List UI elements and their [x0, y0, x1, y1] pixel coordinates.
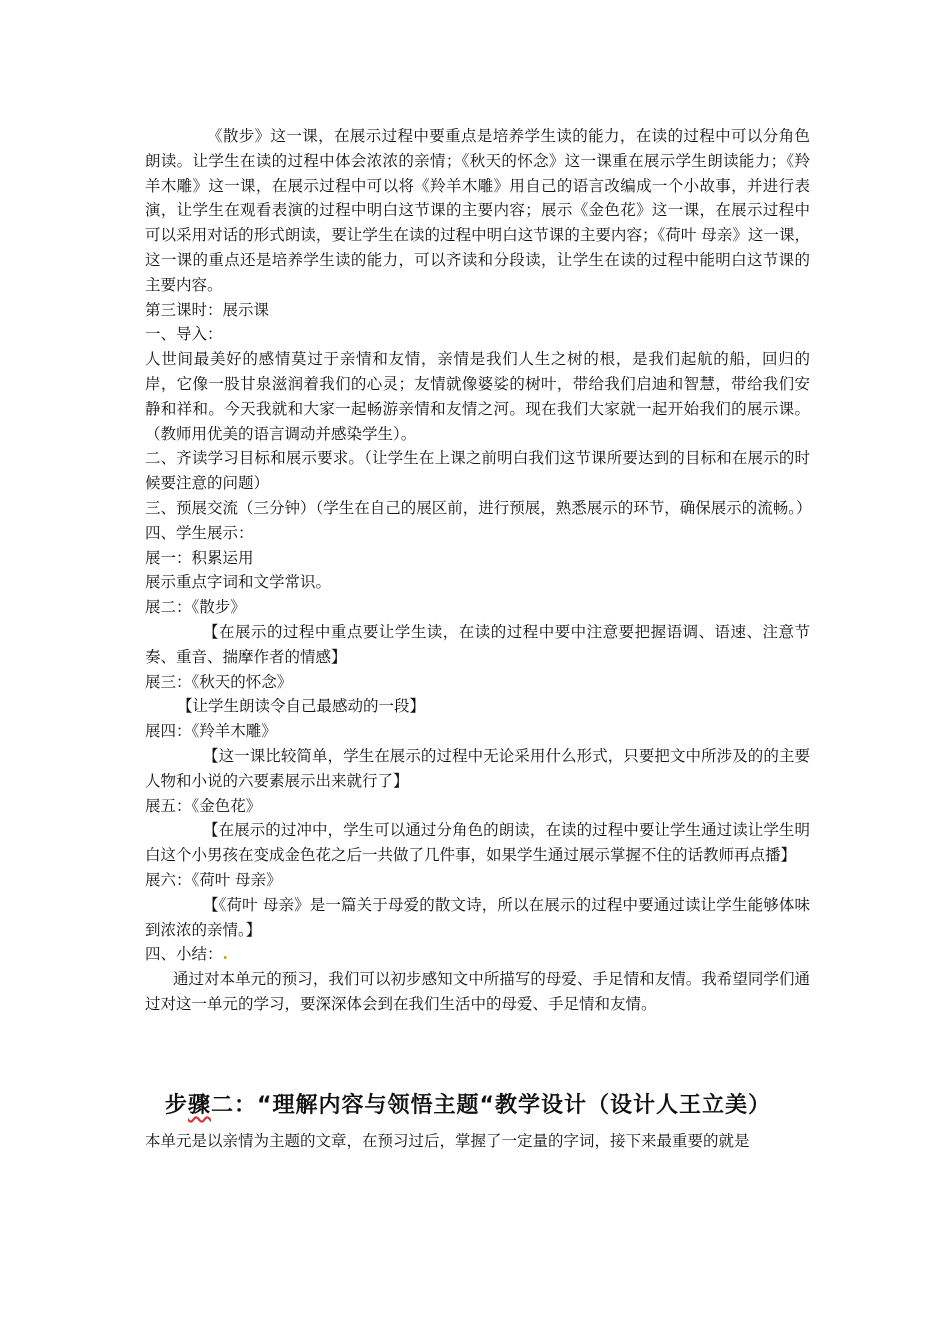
show-one-desc: 展示重点字词和文学常识。 [145, 573, 332, 592]
show-one-title: 展一：积累运用 [145, 548, 254, 567]
paragraph-intro: 人世间最美好的感情莫过于亲情和友情，亲情是我们人生之树的根，是我们起航的船，回归的岸，它像一股甘泉滋润着我们的心灵；友情就像婆娑的树叶，带给我们启迪和智慧，带给我们安静和祥和。今天我就和大家一起畅游亲情和友情之河。现在我们大家就一起开始我们的展示课。（教师用优美的语言调动并感染学生）。 [145, 350, 810, 443]
paragraph-lesson-focus: 《散步》这一课，在展示过程中要重点是培养学生读的能力，在读的过程中可以分角色朗读。让学生在读的过程中体会浓浓的亲情；《秋天的怀念》这一课重在展示学生朗读能力；《羚羊木雕》这一课，在展示过程中可以将《羚羊木雕》用自己的语言改编成一个小故事，并进行表演，让学生在观看表演的过程中明白这节课的主要内容；展示《金色花》这一课，在展示过程中可以采用对话的形式朗读，要让学生在读的过程中明白这节课的主要内容；《荷叶 母亲》这一课，这一课的重点还是培养学生读的能力，可以齐读和分段读，让学生在读的过程中能明白这节课的主要内容。 [145, 127, 810, 294]
section-intro-heading: 一、导入： [145, 325, 223, 344]
step-two-heading [165, 1091, 810, 1121]
paragraph-unit-intro: 本单元是以亲情为主题的文章，在预习过后，掌握了一定量的字词，接下来最重要的就是 [145, 1131, 750, 1150]
show-six-title: 展六：《荷叶 母亲》 [145, 870, 282, 889]
section-gap [145, 1017, 810, 1091]
heading-char-a: 步 [165, 1092, 189, 1118]
show-six-note: 【《荷叶 母亲》是一篇关于母爱的散文诗，所以在展示的过程中要通过读让学生能够体味到浓浓的亲情。】 [145, 895, 810, 939]
summary-heading [145, 942, 810, 967]
document-body [145, 124, 810, 1153]
lesson-three-title: 第三课时：展示课 [145, 300, 270, 319]
show-five-title: 展五：《金色花》 [145, 796, 262, 815]
summary-mark: . [222, 944, 228, 964]
heading-rest: 二：“理解内容与领悟主题“教学设计（设计人王立美） [211, 1092, 771, 1118]
show-three-title: 展三：《秋天的怀念》 [145, 672, 293, 691]
show-five-note: 【在展示的过冲中，学生可以通过分角色的朗读，在读的过程中要让学生通过读让学生明白这个小男孩在变成金色花之后一共做了几件事，如果学生通过展示掌握不住的话教师再点播】 [145, 821, 810, 865]
section-student-show: 四、学生展示： [145, 523, 254, 542]
show-four-title: 展四：《羚羊木雕》 [145, 722, 277, 741]
paragraph-summary: 通过对本单元的预习，我们可以初步感知文中所描写的母爱、手足情和友情。我希望同学们通过对这一单元的学习，要深深体会到在我们生活中的母爱、手足情和友情。 [145, 970, 810, 1013]
show-two-note: 【在展示的过程中重点要让学生读，在读的过程中要中注意要把握语调、语速、注意节奏、重音、揣摩作者的情感】 [145, 622, 810, 666]
section-preview: 三、预展交流（三分钟）（学生在自己的展区前，进行预展，熟悉展示的环节，确保展示的流畅。） [145, 498, 812, 517]
show-two-title: 展二：《散步》 [145, 598, 246, 617]
show-four-note: 【这一课比较简单，学生在展示的过程中无论采用什么形式，只要把文中所涉及的的主要人物和小说的六要素展示出来就行了】 [145, 746, 810, 790]
show-three-note: 【让学生朗读令自己最感动的一段】 [177, 697, 426, 716]
section-goals: 二、齐读学习目标和展示要求。（让学生在上课之前明白我们这节课所要达到的目标和在展示的时候要注意的问题） [145, 449, 810, 493]
heading-char-b: 骤 [188, 1092, 212, 1118]
summary-heading-text: 四、小结： [145, 945, 223, 964]
